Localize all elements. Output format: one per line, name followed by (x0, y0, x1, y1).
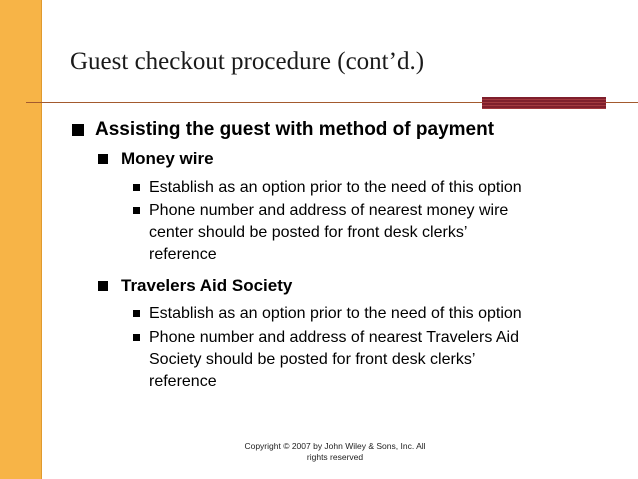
section2-point2-line3: reference (149, 373, 217, 390)
copyright-line2: rights reserved (306, 452, 364, 462)
left-accent-edge (41, 0, 42, 479)
section1-heading: Money wire (121, 149, 214, 168)
section1-point2-line1: Phone number and address of nearest money wire (149, 202, 509, 219)
section1-point1-line1: Establish as an option prior to the need of this option (149, 179, 522, 196)
section2-point1-bullet-icon (133, 310, 140, 317)
section1-point1-bullet-icon (133, 184, 140, 191)
level1-bullet-icon (72, 124, 84, 136)
section2-heading: Travelers Aid Society (121, 276, 293, 295)
title-divider-accent (482, 97, 606, 109)
copyright-line1: Copyright © 2007 by John Wiley & Sons, Inc. All (244, 441, 426, 451)
section1-point2-line2: center should be posted for front desk clerks’ (149, 224, 468, 241)
section1-point2-line3: reference (149, 246, 217, 263)
section1-point2-bullet-icon (133, 207, 140, 214)
section2-point2-line2: Society should be posted for front desk clerks’ (149, 351, 476, 368)
section2-point2-bullet-icon (133, 334, 140, 341)
left-accent-bar (0, 0, 41, 479)
section2-point1-line1: Establish as an option prior to the need of this option (149, 305, 522, 322)
copyright-footer (220, 441, 450, 463)
level1-text: Assisting the guest with method of payment (95, 119, 495, 140)
section1-bullet-icon (98, 154, 108, 164)
section2-point2-line1: Phone number and address of nearest Travelers Aid (149, 329, 519, 346)
slide-title: Guest checkout procedure (cont’d.) (70, 48, 425, 75)
section2-bullet-icon (98, 281, 108, 291)
